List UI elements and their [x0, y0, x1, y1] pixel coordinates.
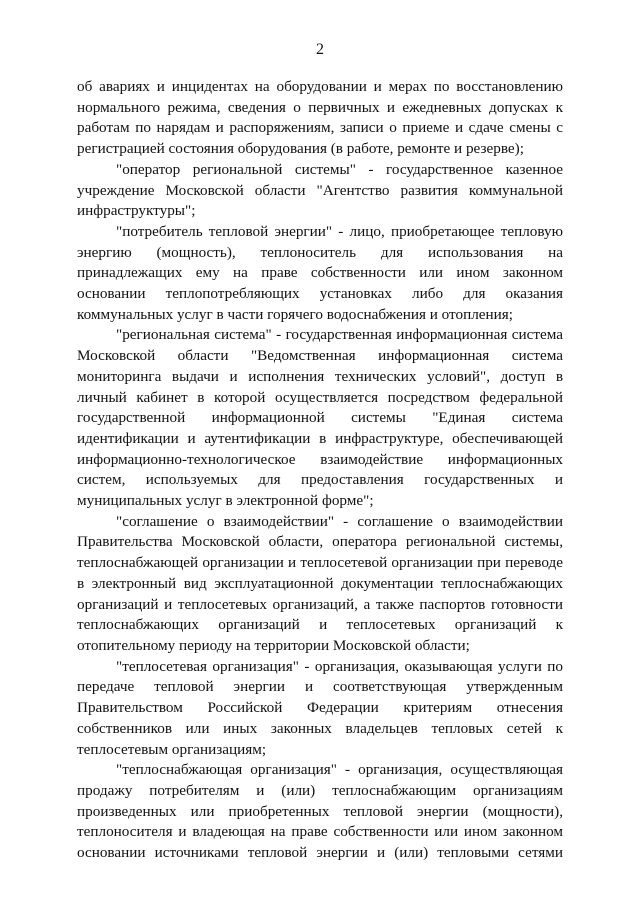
paragraph-interaction-agreement: "соглашение о взаимодействии" - соглашение о взаимодействии Правительства Московской области, оператора региональной системы, теплоснабжающей организации и теплосетевой организации при переводе в электронный вид эксплуатационной документации теплоснабжающих организаций и теплосетевых организаций, а также паспортов готовности теплоснабжающих организаций и теплосетевых организаций к отопительному периоду на территории Московской области;: [77, 512, 563, 654]
paragraph-heat-network-organization: "теплосетевая организация" - организация, оказывающая услуги по передаче тепловой энергии и соответствующая утвержденным Правительством Российской Федерации критериям отнесения собственников или иных законных владельцев тепловых сетей к теплосетевым организациям;: [77, 657, 563, 758]
page-number: 2: [316, 41, 324, 58]
paragraph-heat-supply-organization: "теплоснабжающая организация" - организация, осуществляющая продажу потребителям и (или) теплоснабжающим организациям произведенных или приобретенных тепловой энергии (мощности), теплоносителя и владеющая на праве собственности или ином законном основании источниками тепловой энергии и (или) тепловыми сетями: [77, 761, 563, 862]
document-body: [77, 77, 563, 864]
paragraph-accident-records: об авариях и инцидентах на оборудовании и мерах по восстановлению нормального режима, сведения о первичных и ежедневных допусках к работам по нарядам и распоряжениям, записи о приеме и сдаче смены с регистрацией состояния оборудования (в работе, ремонте и резерве);: [77, 78, 563, 158]
paragraph-heat-consumer: "потребитель тепловой энергии" - лицо, приобретающее тепловую энергию (мощность), теплоноситель для использования на принадлежащих ему на праве собственности или ином законном основании теплопотребляющих установках либо для оказания коммунальных услуг в части горячего водоснабжения и отопления;: [77, 222, 563, 323]
paragraph-regional-system-operator: "оператор региональной системы" - государственное казенное учреждение Московской области "Агентство развития коммунальной инфраструктуры";: [77, 160, 563, 220]
paragraph-regional-system: "региональная система" - государственная информационная система Московской области "Ведомственная информационная система мониторинга выдачи и исполнения технических условий", доступ в личный кабинет в которой осуществляется посредством федеральной государственной информационной системы "Единая система идентификации и аутентификации в инфраструктуре, обеспечивающей информационно-технологическое взаимодействие информационных систем, используемых для предоставления государственных и муниципальных услуг в электронной форме";: [77, 326, 563, 510]
